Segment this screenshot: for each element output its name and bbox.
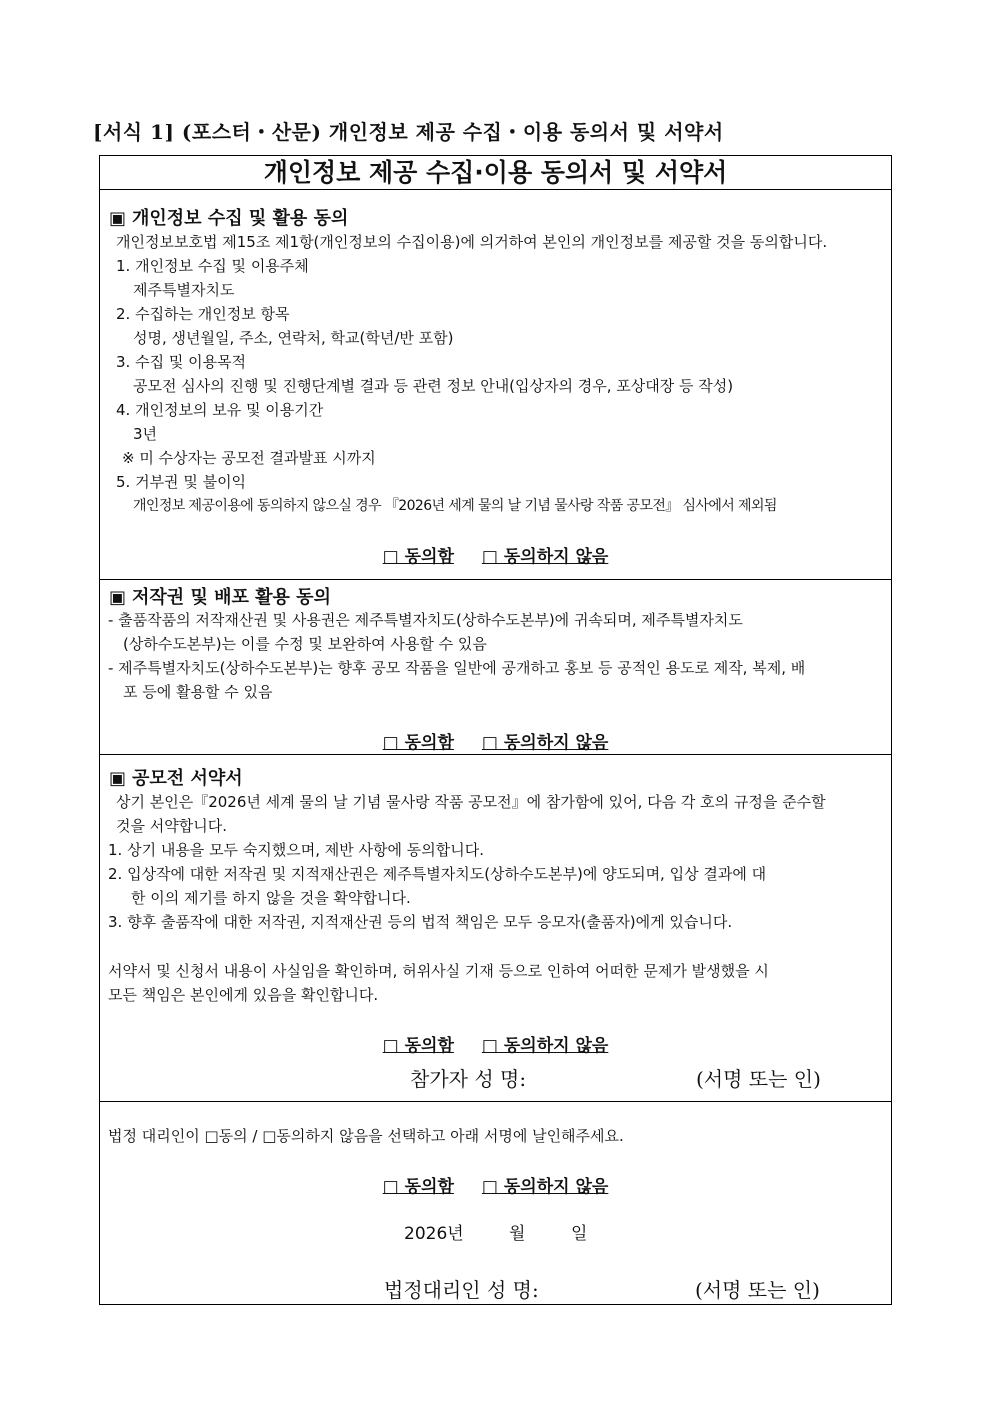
pledge-line: 3. 향후 출품작에 대한 저작권, 지적재산권 등의 법적 책임은 모두 응모자(출품자)에게 있습니다.	[108, 913, 733, 931]
item-note: ※ 미 수상자는 공모전 결과발표 시까지	[122, 449, 376, 467]
agree-checkbox[interactable]: □ 동의함	[382, 547, 454, 567]
agree-checkbox[interactable]: □ 동의함	[382, 1177, 454, 1197]
disagree-checkbox[interactable]: □ 동의하지 않음	[481, 547, 609, 567]
item-heading: 1. 개인정보 수집 및 이용주체	[116, 257, 309, 275]
pledge-line: 서약서 및 신청서 내용이 사실임을 확인하며, 허위사실 기재 등으로 인하여 어떠한 문제가 발생했을 시	[108, 962, 769, 980]
privacy-intro: 개인정보보호법 제15조 제1항(개인정보의 수집이용)에 의거하여 본인의 개인정보를 제공할 것을 동의합니다.	[116, 233, 828, 251]
guardian-name-label: 법정대리인 성 명:	[384, 1278, 539, 1302]
copyright-line: - 출품작품의 저작재산권 및 사용권은 제주특별자치도(상하수도본부)에 귀속되며, 제주특별자치도	[108, 611, 743, 629]
section-legal-guardian	[100, 1102, 891, 1304]
item-value: 제주특별자치도	[133, 281, 235, 299]
agreement-options	[100, 1031, 891, 1056]
copyright-line: (상하수도본부)는 이를 수정 및 보완하여 사용할 수 있음	[123, 635, 487, 653]
section-title: ▣ 개인정보 수집 및 활용 동의	[109, 208, 349, 229]
item-heading: 4. 개인정보의 보유 및 이용기간	[116, 401, 324, 419]
agreement-options	[100, 1172, 891, 1197]
agree-checkbox[interactable]: □ 동의함	[382, 733, 454, 753]
pledge-line: 것을 서약합니다.	[116, 817, 227, 835]
pledge-line: 모든 책임은 본인에게 있음을 확인합니다.	[108, 986, 379, 1004]
item-value: 성명, 생년월일, 주소, 연락처, 학교(학년/반 포함)	[133, 329, 454, 347]
section-marker-icon: ▣	[109, 587, 127, 608]
section-marker-icon: ▣	[109, 208, 127, 229]
pledge-line: 2. 입상작에 대한 저작권 및 지적재산권은 제주특별자치도(상하수도본부)에 양도되며, 입상 결과에 대	[108, 865, 767, 883]
signature-field[interactable]: (서명 또는 인)	[695, 1278, 820, 1302]
date-month[interactable]: 월	[509, 1224, 526, 1244]
disagree-checkbox[interactable]: □ 동의하지 않음	[481, 1036, 609, 1056]
item-value: 3년	[133, 425, 158, 443]
disagree-checkbox[interactable]: □ 동의하지 않음	[481, 733, 609, 753]
document-title: [서식 1] (포스터・산문) 개인정보 제공 수집・이용 동의서 및 서약서	[93, 120, 724, 144]
date-day[interactable]: 일	[571, 1224, 588, 1244]
consent-form	[99, 155, 892, 1305]
item-heading: 2. 수집하는 개인정보 항목	[116, 305, 290, 323]
section-copyright-consent	[100, 580, 891, 755]
guardian-note: 법정 대리인이 □동의 / □동의하지 않음을 선택하고 아래 서명에 날인해주세요.	[108, 1127, 624, 1145]
section-marker-icon: ▣	[109, 768, 127, 789]
copyright-line: 포 등에 활용할 수 있음	[123, 683, 273, 701]
participant-name-label: 참가자 성 명:	[410, 1067, 527, 1091]
pledge-line: 1. 상기 내용을 모두 숙지했으며, 제반 사항에 동의합니다.	[108, 841, 485, 859]
section-privacy-consent	[100, 190, 891, 580]
agree-checkbox[interactable]: □ 동의함	[382, 1036, 454, 1056]
pledge-line: 상기 본인은『2026년 세계 물의 날 기념 물사랑 작품 공모전』에 참가함에 있어, 다음 각 호의 규정을 준수할	[116, 793, 826, 811]
section-title: ▣ 공모전 서약서	[109, 768, 243, 789]
signature-field[interactable]: (서명 또는 인)	[696, 1067, 821, 1091]
agreement-options	[100, 542, 891, 567]
item-heading: 3. 수집 및 이용목적	[116, 353, 247, 371]
item-value: 개인정보 제공이용에 동의하지 않으실 경우 『2026년 세계 물의 날 기념 물사랑 작품 공모전』 심사에서 제외됨	[133, 498, 777, 514]
section-title: ▣ 저작권 및 배포 활용 동의	[109, 587, 331, 608]
agreement-options	[100, 728, 891, 753]
pledge-line: 한 이의 제기를 하지 않을 것을 확약합니다.	[131, 889, 411, 907]
copyright-line: - 제주특별자치도(상하수도본부)는 향후 공모 작품을 일반에 공개하고 홍보 등 공적인 용도로 제작, 복제, 배	[108, 659, 806, 677]
section-pledge	[100, 755, 891, 1102]
item-value: 공모전 심사의 진행 및 진행단계별 결과 등 관련 정보 안내(입상자의 경우, 포상대장 등 작성)	[133, 377, 734, 395]
date-year[interactable]: 2026년	[404, 1224, 464, 1244]
disagree-checkbox[interactable]: □ 동의하지 않음	[481, 1177, 609, 1197]
form-title: 개인정보 제공 수집·이용 동의서 및 서약서	[100, 156, 891, 190]
item-heading: 5. 거부권 및 불이익	[116, 473, 247, 491]
